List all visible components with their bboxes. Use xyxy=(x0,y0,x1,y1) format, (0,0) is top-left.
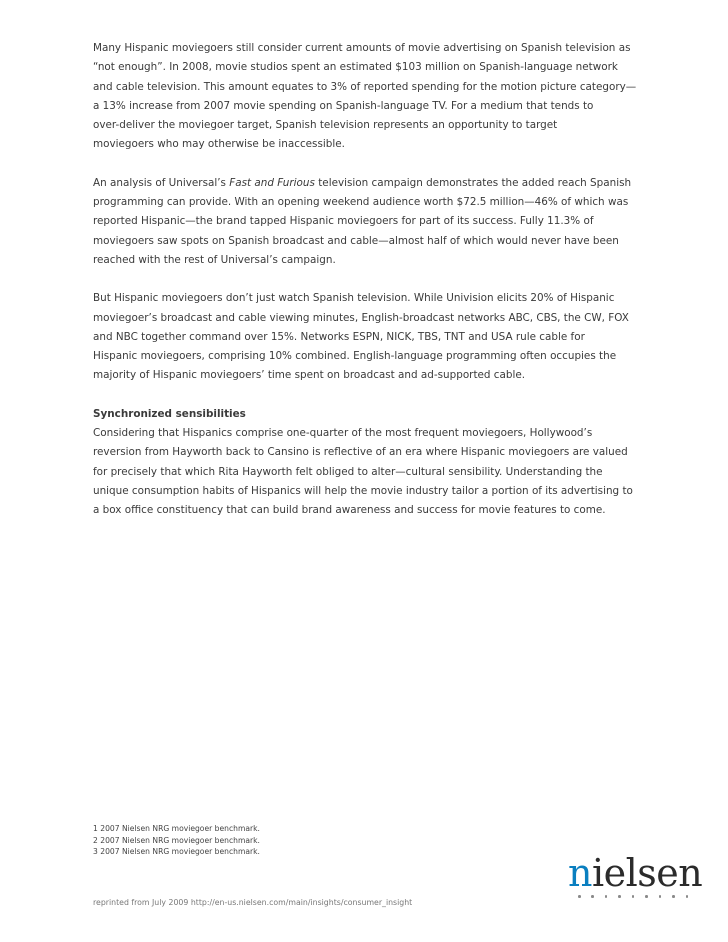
text-line: But Hispanic moviegoers don’t just watch Spanish television. While Univision elicits 20% of Hispanic xyxy=(93,292,615,305)
text-line: for precisely that which Rita Hayworth felt obliged to alter—cultural sensibility. Understanding the xyxy=(93,465,603,478)
paragraph-3 xyxy=(93,289,629,385)
paragraph-2 xyxy=(93,174,632,270)
text-line: unique consumption habits of Hispanics will help the movie industry tailor a portion of its advertising to xyxy=(93,484,633,497)
text-line: programming can provide. With an opening weekend audience worth $72.5 million—46% of which was xyxy=(93,196,629,209)
campaign-title: Fast and Furious xyxy=(229,176,315,189)
logo-accent-letter: n xyxy=(568,851,592,895)
text-line xyxy=(93,174,632,193)
text-line: a 13% increase from 2007 movie spending on Spanish-language TV. For a medium that tends to xyxy=(93,99,594,112)
reprint-source: reprinted from July 2009 http://en-us.nielsen.com/main/insights/consumer_insight xyxy=(93,898,413,907)
text-segment: An analysis of Universal’s xyxy=(93,176,230,189)
text-line: Hispanic moviegoers, comprising 10% combined. English-language programming often occupies the xyxy=(93,350,617,363)
text-line: Considering that Hispanics comprise one-quarter of the most frequent moviegoers, Hollywood’s xyxy=(93,427,593,440)
text-line: reported Hispanic—the brand tapped Hispanic moviegoers for part of its success. Fully 11.3% of xyxy=(93,215,594,228)
nielsen-logo xyxy=(568,851,703,913)
text-line: and cable television. This amount equates to 3% of reported spending for the motion picture category— xyxy=(93,80,637,93)
text-line: majority of Hispanic moviegoers’ time spent on broadcast and ad-supported cable. xyxy=(93,369,526,382)
logo-text: ielsen xyxy=(591,851,703,895)
footnotes xyxy=(93,823,260,858)
footnote: 2 2007 Nielsen NRG moviegoer benchmark. xyxy=(93,835,260,845)
text-line: and NBC together command over 15%. Networks ESPN, NICK, TBS, TNT and USA rule cable for xyxy=(93,330,585,343)
logo-wordmark xyxy=(568,851,703,895)
logo-dots xyxy=(578,895,688,898)
text-line: over-deliver the moviegoer target, Spanish television represents an opportunity to target xyxy=(93,119,558,132)
text-line: “not enough”. In 2008, movie studios spent an estimated $103 million on Spanish-language network xyxy=(93,61,618,74)
text-line: moviegoers saw spots on Spanish broadcast and cable—almost half of which would never have been xyxy=(93,234,619,247)
text-line: moviegoer’s broadcast and cable viewing minutes, English-broadcast networks ABC, CBS, the CW, FOX xyxy=(93,311,629,324)
text-line: moviegoers who may otherwise be inaccessible. xyxy=(93,138,345,151)
paragraph-1 xyxy=(93,39,637,155)
section-heading: Synchronized sensibilities xyxy=(93,407,246,420)
text-line: reversion from Hayworth back to Cansino is reflective of an era where Hispanic moviegoers are valued xyxy=(93,446,628,459)
text-line: Many Hispanic moviegoers still consider current amounts of movie advertising on Spanish television as xyxy=(93,42,631,54)
text-segment: television campaign demonstrates the added reach Spanish xyxy=(314,176,632,189)
footnote: 1 2007 Nielsen NRG moviegoer benchmark. xyxy=(93,824,260,833)
article-body xyxy=(93,39,637,540)
footnote: 3 2007 Nielsen NRG moviegoer benchmark. xyxy=(93,847,260,856)
text-line: reached with the rest of Universal’s campaign. xyxy=(93,253,336,266)
text-line: a box office constituency that can build brand awareness and success for movie features to come. xyxy=(93,504,606,517)
paragraph-4 xyxy=(93,405,633,521)
